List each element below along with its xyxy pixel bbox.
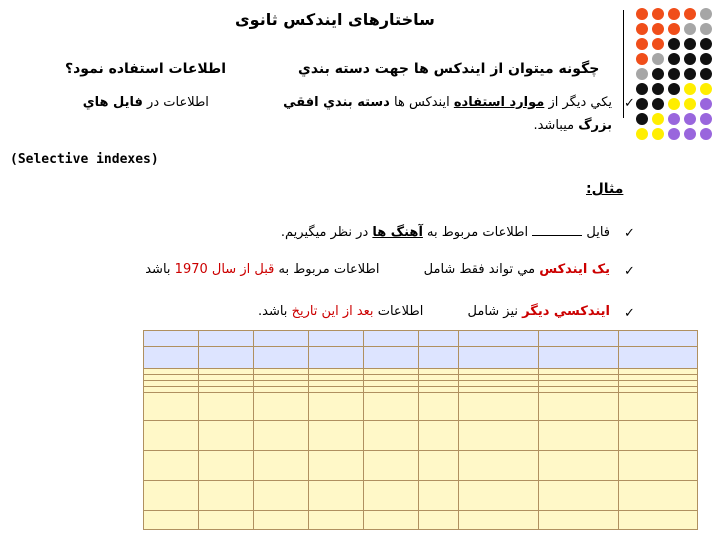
example-3-highlight: بعد از اين تاريخ (291, 304, 374, 319)
bullet-1-text: ميباشد. (533, 118, 575, 133)
example-1-text: در نظر ميگيريم. (280, 225, 369, 240)
decorative-dot (668, 128, 680, 140)
decorative-dot (652, 113, 664, 125)
decorative-dot (668, 23, 680, 35)
decorative-dot (700, 53, 712, 65)
decorative-dot (684, 98, 696, 110)
slide-title: ساختارهای ایندکس ثانوی (235, 10, 435, 29)
decorative-dot (668, 113, 680, 125)
bullet-1-text: اطلاعات در (147, 95, 209, 110)
decorative-dot (636, 68, 648, 80)
example-1-file: فايل (586, 225, 610, 240)
table-col-line (308, 330, 309, 530)
table-row-line (143, 450, 698, 451)
decorative-dot (700, 38, 712, 50)
example-3-text: نيز شامل (467, 304, 519, 319)
decorative-dot (636, 23, 648, 35)
decorative-dot (700, 98, 712, 110)
decorative-dot (668, 98, 680, 110)
example-2-highlight: قبل از سال 1970 (174, 262, 275, 277)
table-col-line (618, 330, 619, 530)
decorative-dot (636, 128, 648, 140)
decorative-dot (700, 113, 712, 125)
decorative-dot (652, 53, 664, 65)
example-2-text: باشد (145, 262, 171, 277)
table-row-line (143, 330, 698, 331)
decorative-dot (700, 68, 712, 80)
table-row-line (143, 420, 698, 421)
decorative-dot (636, 113, 648, 125)
decorative-dot (700, 8, 712, 20)
table-col-line (198, 330, 199, 530)
decorative-dot (684, 83, 696, 95)
question-part1: چگونه میتوان از ایندکس ها جهت دسته بندي (298, 61, 600, 77)
decorative-dot (700, 128, 712, 140)
decorative-dot (652, 128, 664, 140)
decorative-dot (652, 23, 664, 35)
decorative-dot (652, 68, 664, 80)
decorative-dot (636, 38, 648, 50)
checkmark-icon: ✓ (624, 306, 635, 321)
decorative-dot (684, 38, 696, 50)
question-part2: اطلاعات استفاده نمود؟ (65, 61, 227, 77)
table-header-band (143, 330, 698, 368)
table-col-line (538, 330, 539, 530)
checkmark-icon: ✓ (624, 226, 635, 241)
decorative-dot (636, 8, 648, 20)
decorative-dot (652, 8, 664, 20)
table-col-line (253, 330, 254, 530)
decorative-dot (684, 8, 696, 20)
decorative-dot (668, 68, 680, 80)
bullet-1-highlight: موارد استفاده (453, 95, 545, 110)
decorative-dot (636, 98, 648, 110)
example-2-text: مي تواند فقط شامل (423, 262, 536, 277)
decorative-dot (636, 83, 648, 95)
table-row-line (143, 368, 698, 369)
selective-indexes-label: (Selective indexes) (10, 152, 159, 167)
example-3-text: باشد. (257, 304, 288, 319)
table-row-line (143, 510, 698, 511)
example-label: مثال: (586, 181, 624, 197)
decorative-dot (684, 23, 696, 35)
decorative-dot (668, 83, 680, 95)
example-1 (200, 225, 610, 240)
decorative-dot (684, 68, 696, 80)
decorative-dot (652, 98, 664, 110)
decorative-dot (668, 53, 680, 65)
example-3-highlight: ایندکسي ديگر (522, 304, 610, 319)
blank-line (532, 235, 582, 236)
decorative-dot (652, 83, 664, 95)
table-col-line (697, 330, 698, 530)
bullet-1-highlight: بزرگ (578, 118, 612, 133)
decorative-dot (700, 23, 712, 35)
example-3 (180, 304, 610, 319)
decorative-dot (684, 53, 696, 65)
table-col-line (458, 330, 459, 530)
decorative-dot (636, 53, 648, 65)
table-col-line (363, 330, 364, 530)
example-2 (70, 262, 610, 277)
example-2-highlight: يک ایندکس (539, 262, 610, 277)
decorative-dot (684, 128, 696, 140)
table-col-line (418, 330, 419, 530)
example-1-text: اطلاعات مربوط به (427, 225, 529, 240)
bullet-1-text: ایندکس ها (394, 95, 450, 110)
bullet-1-highlight: دسته بندي افقي (283, 95, 390, 110)
table-row-line (143, 386, 698, 387)
table-row-line (143, 380, 698, 381)
bullet-1-highlight: فايل هاي (82, 95, 143, 110)
example-2-text: اطلاعات مربوط به (278, 262, 380, 277)
example-3-text: اطلاعات (377, 304, 424, 319)
decorative-dot (652, 38, 664, 50)
decorative-dot (700, 83, 712, 95)
example-1-highlight: آهنگ ها (372, 225, 423, 240)
checkmark-icon: ✓ (624, 96, 635, 111)
table-row-line (143, 346, 698, 347)
decorative-dot (684, 113, 696, 125)
table-row-line (143, 529, 698, 530)
table-row-line (143, 374, 698, 375)
decorative-dot (668, 38, 680, 50)
table-col-line (143, 330, 144, 530)
table-row-line (143, 480, 698, 481)
checkmark-icon: ✓ (624, 264, 635, 279)
bullet-1-text: يکي ديگر از (548, 95, 612, 110)
bullet-1-line-1 (32, 95, 612, 110)
empty-table-grid (143, 330, 698, 530)
decorative-dot (668, 8, 680, 20)
table-row-line (143, 392, 698, 393)
bullet-1-line-2 (280, 118, 612, 133)
